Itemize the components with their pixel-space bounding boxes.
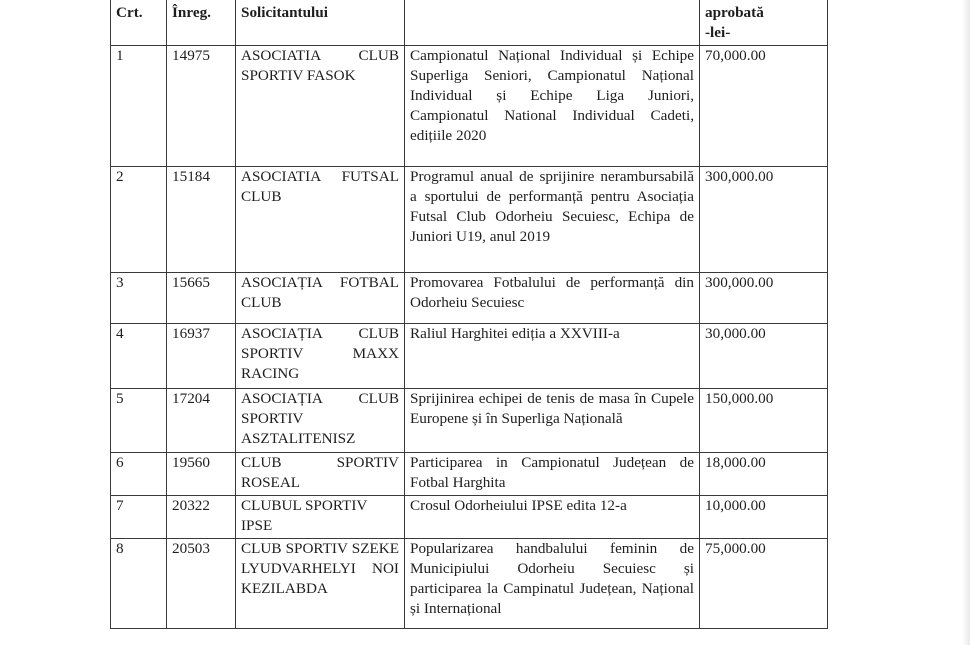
row-nr: 8: [111, 539, 167, 629]
table-row: [111, 496, 828, 539]
row-suma: 300,000.00: [700, 167, 828, 273]
row-suma: 10,000.00: [700, 496, 828, 539]
row-inreg: 17204: [167, 389, 236, 453]
row-solicitant: CLUB SPORTIV SZEKELYUDVARHELYI NOI KEZILABDA: [236, 539, 405, 629]
row-solicitant: ASOCIAȚIA CLUB SPORTIV ASZTALITENISZ: [236, 389, 405, 453]
row-solicitant: ASOCIAȚIA FOTBAL CLUB: [236, 273, 405, 324]
row-inreg: 15665: [167, 273, 236, 324]
row-solicitant: ASOCIAȚIA CLUB SPORTIV MAXX RACING: [236, 324, 405, 389]
row-inreg: 19560: [167, 453, 236, 496]
row-nr: 5: [111, 389, 167, 453]
row-nr: 3: [111, 273, 167, 324]
row-inreg: 20322: [167, 496, 236, 539]
table-row: [111, 324, 828, 389]
row-inreg: 20503: [167, 539, 236, 629]
row-titlu: Sprijinirea echipei de tenis de masa în Cupele Europene și în Superliga Națională: [405, 389, 700, 453]
row-titlu: Crosul Odorheiului IPSE edita 12-a: [405, 496, 700, 539]
row-titlu: Programul anual de sprijinire nerambursabilă a sportului de performanță pentru Asociația Futsal Club Odorheiu Secuiesc, Echipa de Juniori U19, anul 2019: [405, 167, 700, 273]
row-suma: 150,000.00: [700, 389, 828, 453]
row-nr: 7: [111, 496, 167, 539]
row-titlu: Participarea in Campionatul Județean de Fotbal Harghita: [405, 453, 700, 496]
header-solicitant: Solicitantului: [236, 0, 405, 46]
row-inreg: 16937: [167, 324, 236, 389]
table-row: [111, 167, 828, 273]
row-inreg: 14975: [167, 46, 236, 167]
row-nr: 4: [111, 324, 167, 389]
row-solicitant: CLUB SPORTIV ROSEAL: [236, 453, 405, 496]
table-row: [111, 539, 828, 629]
row-nr: 2: [111, 167, 167, 273]
row-titlu: Popularizarea handbalului feminin de Municipiului Odorheiu Secuiesc și participarea la Campinatul Județean, Național și Internațional: [405, 539, 700, 629]
table-row: [111, 46, 828, 167]
row-suma: 18,000.00: [700, 453, 828, 496]
table-row: [111, 273, 828, 324]
page-edge-shadow: [962, 0, 970, 645]
row-solicitant: CLUBUL SPORTIV IPSE: [236, 496, 405, 539]
row-titlu: Campionatul Național Individual și Echipe Superliga Seniori, Campionatul Național Individual și Echipe Liga Juniori, Campionatul National Individual Cadeti, edițiile 2020: [405, 46, 700, 167]
table-row: [111, 453, 828, 496]
row-nr: 6: [111, 453, 167, 496]
row-titlu: Promovarea Fotbalului de performanță din Odorheiu Secuiesc: [405, 273, 700, 324]
row-titlu: Raliul Harghitei ediția a XXVIII-a: [405, 324, 700, 389]
approved-grants-table: [110, 0, 828, 629]
header-suma: aprobată -lei-: [700, 0, 828, 46]
header-titlu: [405, 0, 700, 46]
row-inreg: 15184: [167, 167, 236, 273]
row-suma: 300,000.00: [700, 273, 828, 324]
row-solicitant: ASOCIATIA CLUB SPORTIV FASOK: [236, 46, 405, 167]
table-header-row: [111, 0, 828, 46]
row-suma: 30,000.00: [700, 324, 828, 389]
row-suma: 70,000.00: [700, 46, 828, 167]
table-row: [111, 389, 828, 453]
row-nr: 1: [111, 46, 167, 167]
row-solicitant: ASOCIATIA FUTSAL CLUB: [236, 167, 405, 273]
header-nr-inreg: Înreg.: [167, 0, 236, 46]
header-nr-crt: Crt.: [111, 0, 167, 46]
row-suma: 75,000.00: [700, 539, 828, 629]
